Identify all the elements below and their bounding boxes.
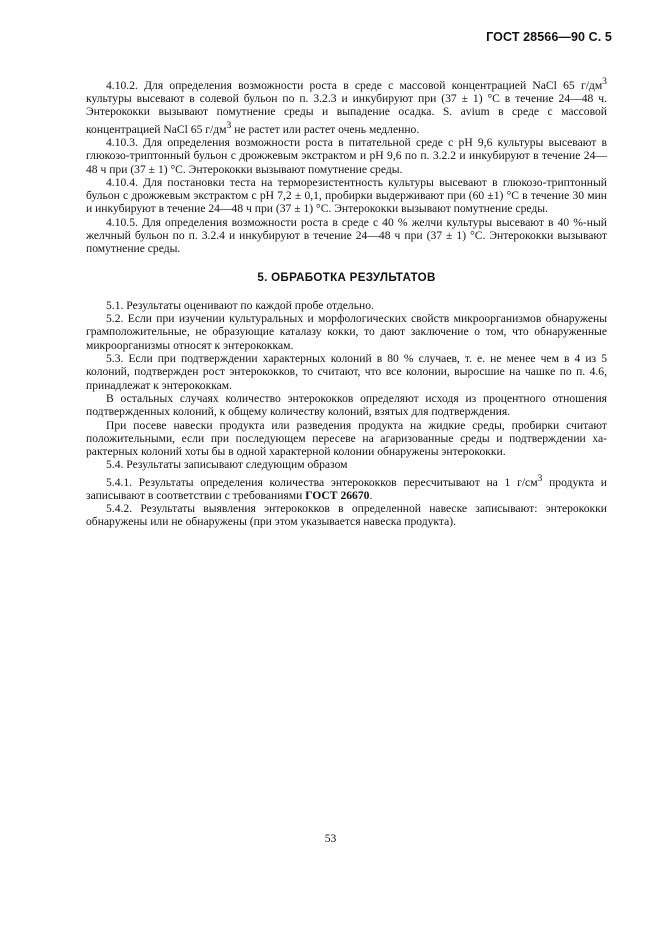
paragraph-5-3: 5.3. Если при подтверждении характерных колоний в 80 % случаев, т. е. не менее чем в 4 из 5 колоний, подтвержден рост энтерококков, то считают, что все колонии, выросшие на чашке по п. 4.6, принадлежат к энтерококкам.: [86, 352, 607, 392]
gost-reference: ГОСТ 26670: [305, 488, 370, 502]
superscript: 3: [537, 472, 543, 484]
paragraph-4-10-3: 4.10.3. Для определения возможности роста в питательной среде с рН 9,6 культуры высевают в глюкозо-триптонный бульон с дрожжевым экстрактом и рН 9,6 по п. 3.2.2 и инкубируют в течение 24—48 ч при (37 ± 1) °С. Энтерококки вызывают помутнение среды.: [86, 135, 607, 176]
paragraph-other-cases: В остальных случаях количество энтерококков определяют исходя из процентного отношения подтвержденных колоний, к общему количеству колоний, взятых для подтверждения.: [86, 391, 607, 419]
superscript: 3: [226, 119, 232, 131]
paragraph-4-10-5: 4.10.5. Для определения возможности роста в среде с 40 % желчи культуры высевают в 40 %-ный желчный бульон по п. 3.2.4 и инкубируют в течение 24—48 ч при (37 ± 1) °С. Энтерококки вызывают помутнение среды.: [86, 215, 607, 256]
paragraph-4-10-2: [86, 75, 607, 136]
paragraph-5-4: 5.4. Результаты записывают следующим образом: [106, 458, 348, 472]
text-run: культуры высевают в солевой бульон по п. 3.2.3 и инкубируют при (37 ± 1) °С в течение 24—48 ч. Энтерококки вызывают помутнение среды и выпадение осадка. S. avium в среде с массовой концентрацией NaCl 65 г/дм: [86, 92, 607, 136]
section-title: 5. ОБРАБОТКА РЕЗУЛЬТАТОВ: [257, 270, 436, 284]
paragraph-5-4-2: 5.4.2. Результаты выявления энтерококков в определенной навеске записывают: энтерококки обнаружены или не обнаружены (при этом указывается навеска продукта).: [86, 502, 607, 529]
paragraph-5-4-1: [86, 472, 607, 502]
page-number: 53: [324, 832, 337, 845]
paragraph-liquid-media: При посеве навески продукта или разведения продукта на жидкие среды, пробирки считают положительными, если при последующем пересеве на агаризованные среды и подтверждении характерных колоний хоты бы в одной характерной колонии обнаружены энтерококки.: [86, 418, 607, 459]
text-run: продукта и записывают в соответствии с требованиями: [86, 475, 607, 502]
text-run: .: [369, 488, 373, 502]
text-run: 5.4.1. Результаты определения количества энтерококков пересчитывают на 1 г/см: [106, 475, 538, 489]
text-run: 4.10.2. Для определения возможности роста в среде с массовой концентрацией NaCl 65 г/дм: [106, 78, 603, 92]
paragraph-4-10-4: 4.10.4. Для постановки теста на терморезистентность культуры высевают в глюкозо-триптонный бульон с дрожжевым экстрактом с рН 7,2 ± 0,1, пробирки выдерживают при (60 ±1) °С в течение 30 мин и инкубируют в течение 24—48 ч при (37 ± 1) °С. Энтерококки вызывают помутнение среды.: [86, 175, 607, 216]
paragraph-5-2: 5.2. Если при изучении культуральных и морфологических свойств микроорганизмов обнаружены грамположительные, не образующие каталазу кокки, то дают заключение о том, что обнаруженные микроорганизмы относят к энтерококкам.: [86, 312, 607, 352]
superscript: 3: [602, 76, 607, 87]
text-run: не растет или растет очень медленно.: [231, 122, 420, 136]
document-body: [86, 75, 607, 529]
paragraph-5-1: 5.1. Результаты оценивают по каждой пробе отдельно.: [106, 298, 374, 312]
running-header: ГОСТ 28566—90 С. 5: [486, 30, 612, 44]
